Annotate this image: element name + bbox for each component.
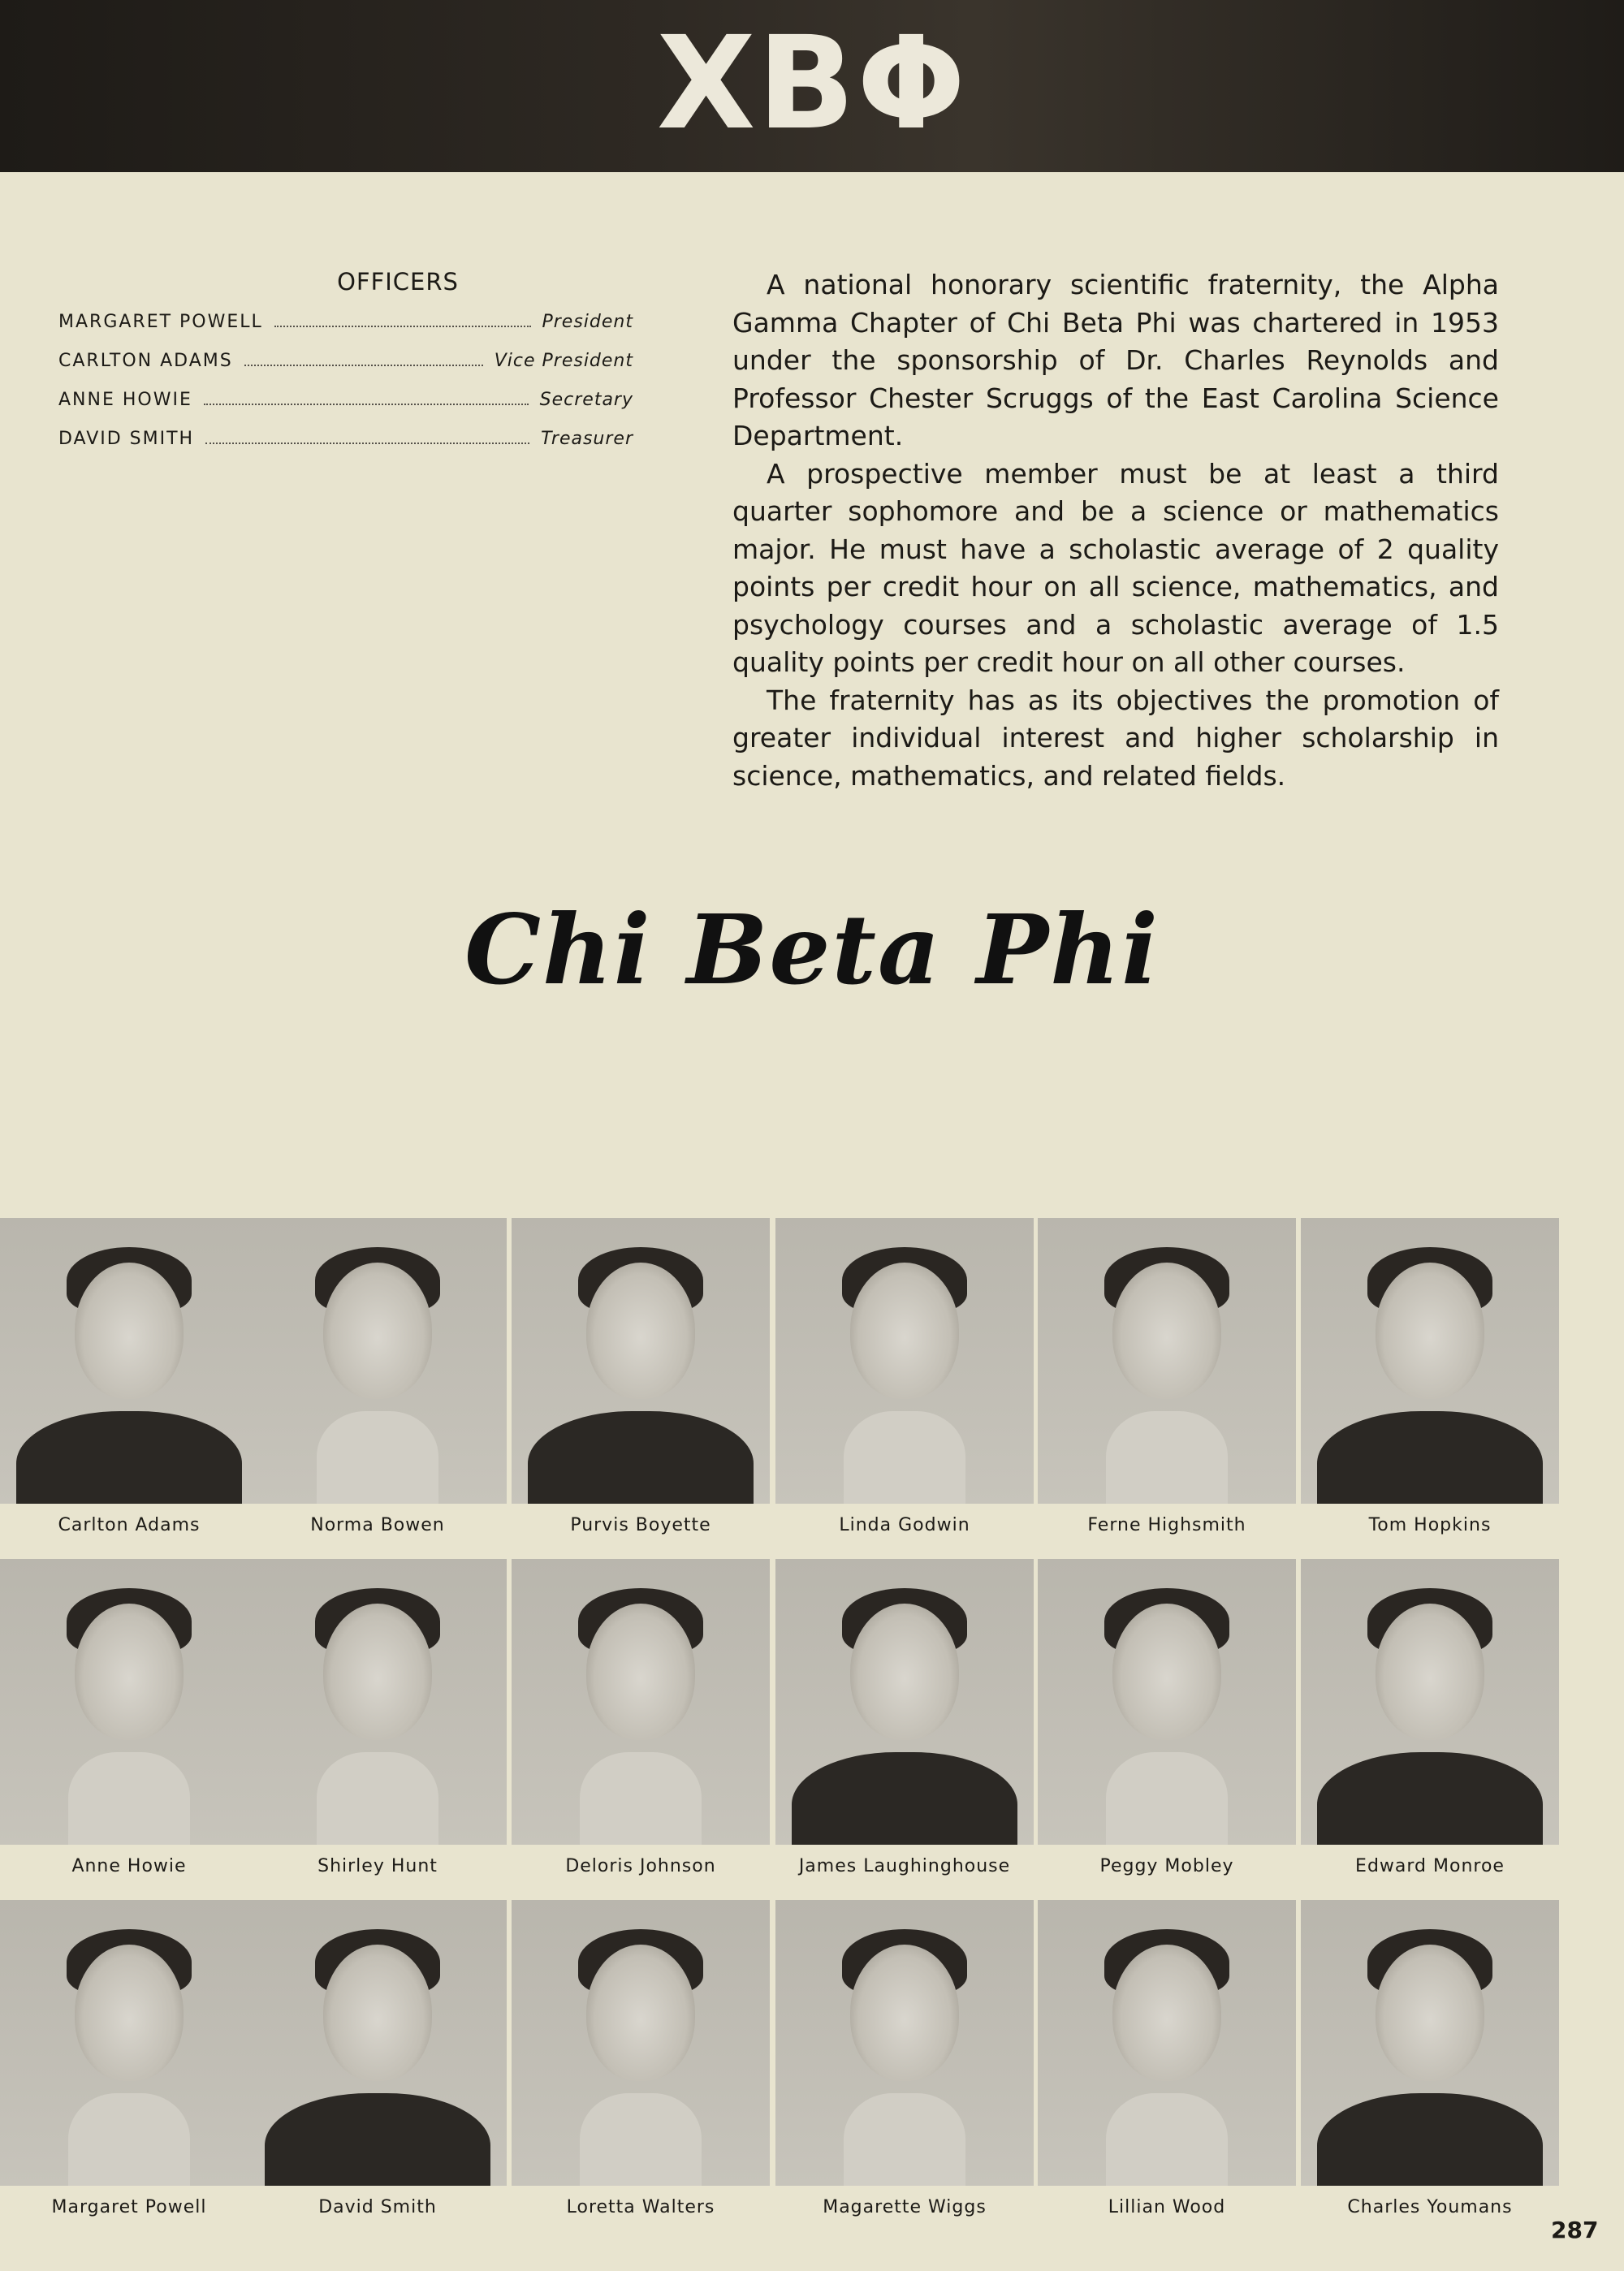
officer-name: DAVID SMITH <box>58 429 195 449</box>
officers-section <box>58 268 633 468</box>
member-name: Shirley Hunt <box>317 1856 438 1876</box>
portrait-shoulders <box>1106 1752 1228 1845</box>
portrait-face <box>1112 1945 1221 2081</box>
member-name: Carlton Adams <box>58 1515 201 1535</box>
member-card <box>0 1559 258 1876</box>
fraternity-greek-letters: ΧΒΦ <box>656 9 968 158</box>
member-card <box>775 1900 1034 2217</box>
member-portrait <box>775 1559 1034 1845</box>
description-paragraph: A prospective member must be at least a third quarter sophomore and be a science or mathematics major. He must have a scholastic average of 2 quality points per credit hour on all science, mathematics, and psychology courses and a scholastic average of 1.5 quality points per credit hour on all other courses. <box>732 457 1499 678</box>
member-portrait <box>0 1559 258 1845</box>
member-name: David Smith <box>318 2197 437 2217</box>
portrait-face <box>850 1263 959 1399</box>
officer-row <box>58 351 633 390</box>
portrait-shoulders <box>844 2093 965 2186</box>
member-name: Loretta Walters <box>566 2197 715 2217</box>
member-name: Peggy Mobley <box>1099 1856 1234 1876</box>
member-card <box>248 1218 507 1535</box>
member-name: Charles Youmans <box>1347 2197 1513 2217</box>
portrait-face <box>850 1945 959 2081</box>
officer-title: President <box>542 312 633 332</box>
portrait-shoulders <box>1106 2093 1228 2186</box>
portrait-shoulders <box>1317 1752 1543 1845</box>
member-name: Purvis Boyette <box>570 1515 711 1535</box>
portrait-face <box>323 1945 432 2081</box>
description-paragraph: A national honorary scientific fraternity, the Alpha Gamma Chapter of Chi Beta Phi was chartered in 1953 under the sponsorship of Dr. Charles Reynolds and Professor Chester Scruggs of the East Carolina Science Department. <box>732 269 1499 451</box>
member-card <box>248 1559 507 1876</box>
member-portrait <box>0 1218 258 1504</box>
member-card <box>1301 1900 1559 2217</box>
portrait-shoulders <box>1106 1411 1228 1504</box>
portrait-face <box>75 1604 184 1740</box>
member-card <box>775 1559 1034 1876</box>
member-portrait <box>1038 1559 1296 1845</box>
description-paragraph: The fraternity has as its objectives the promotion of greater individual interest and higher scholarship in science, mathematics, and related fields. <box>732 684 1499 792</box>
member-card <box>1038 1900 1296 2217</box>
member-card <box>775 1218 1034 1535</box>
portrait-face <box>586 1945 695 2081</box>
officer-title: Vice President <box>494 351 633 371</box>
member-card <box>1301 1559 1559 1876</box>
portrait-face <box>1376 1604 1484 1740</box>
member-card <box>1301 1218 1559 1535</box>
header-banner <box>0 0 1624 172</box>
dotted-leader <box>274 314 531 327</box>
member-card <box>248 1900 507 2217</box>
portrait-shoulders <box>317 1411 438 1504</box>
member-portrait <box>1038 1218 1296 1504</box>
member-portrait <box>1301 1559 1559 1845</box>
portrait-shoulders <box>1317 1411 1543 1504</box>
member-portrait <box>1301 1900 1559 2186</box>
portrait-face <box>1376 1945 1484 2081</box>
member-portrait <box>248 1900 507 2186</box>
member-card <box>512 1218 770 1535</box>
fraternity-description <box>732 266 1499 795</box>
portrait-shoulders <box>580 2093 702 2186</box>
member-card <box>512 1900 770 2217</box>
portrait-face <box>1112 1604 1221 1740</box>
member-portrait <box>248 1218 507 1504</box>
member-name: Tom Hopkins <box>1368 1515 1492 1535</box>
member-name: Magarette Wiggs <box>823 2197 987 2217</box>
member-card <box>0 1218 258 1535</box>
portrait-face <box>75 1263 184 1399</box>
member-name: Margaret Powell <box>51 2197 207 2217</box>
portrait-face <box>323 1263 432 1399</box>
officers-heading: OFFICERS <box>337 268 459 296</box>
dotted-leader <box>205 431 529 444</box>
member-portrait <box>775 1218 1034 1504</box>
portrait-shoulders <box>68 1752 190 1845</box>
portrait-shoulders <box>580 1752 702 1845</box>
member-name: Anne Howie <box>71 1856 187 1876</box>
portrait-face <box>586 1604 695 1740</box>
officer-name: ANNE HOWIE <box>58 390 192 410</box>
member-portrait <box>512 1900 770 2186</box>
officer-title: Secretary <box>539 390 633 410</box>
chapter-script-title: Chi Beta Phi <box>464 893 1160 1006</box>
member-portrait <box>1038 1900 1296 2186</box>
member-name: Deloris Johnson <box>565 1856 716 1876</box>
member-card <box>0 1900 258 2217</box>
member-card <box>1038 1218 1296 1535</box>
member-portrait <box>1301 1218 1559 1504</box>
member-portrait <box>0 1900 258 2186</box>
member-card <box>1038 1559 1296 1876</box>
portrait-shoulders <box>265 2093 490 2186</box>
member-name: Linda Godwin <box>839 1515 970 1535</box>
portrait-face <box>75 1945 184 2081</box>
officer-name: CARLTON ADAMS <box>58 351 233 371</box>
officer-name: MARGARET POWELL <box>58 312 263 332</box>
portrait-shoulders <box>317 1752 438 1845</box>
member-name: Norma Bowen <box>310 1515 445 1535</box>
portrait-shoulders <box>792 1752 1017 1845</box>
portrait-face <box>586 1263 695 1399</box>
portrait-face <box>1112 1263 1221 1399</box>
officer-row <box>58 390 633 429</box>
officer-list <box>58 312 633 468</box>
officer-title: Treasurer <box>541 429 633 449</box>
portrait-face <box>1376 1263 1484 1399</box>
member-portrait <box>512 1559 770 1845</box>
officer-row <box>58 429 633 468</box>
page-number: 287 <box>1551 2217 1599 2243</box>
portrait-shoulders <box>68 2093 190 2186</box>
dotted-leader <box>244 353 483 366</box>
officer-row <box>58 312 633 351</box>
member-portrait <box>775 1900 1034 2186</box>
portrait-face <box>323 1604 432 1740</box>
portrait-shoulders <box>1317 2093 1543 2186</box>
member-portrait <box>248 1559 507 1845</box>
portrait-face <box>850 1604 959 1740</box>
member-card <box>512 1559 770 1876</box>
portrait-shoulders <box>16 1411 242 1504</box>
member-name: Edward Monroe <box>1355 1856 1505 1876</box>
portrait-shoulders <box>844 1411 965 1504</box>
member-name: James Laughinghouse <box>798 1856 1011 1876</box>
member-portrait <box>512 1218 770 1504</box>
dotted-leader <box>204 392 529 405</box>
member-name: Ferne Highsmith <box>1087 1515 1246 1535</box>
member-name: Lillian Wood <box>1108 2197 1226 2217</box>
portrait-shoulders <box>528 1411 754 1504</box>
